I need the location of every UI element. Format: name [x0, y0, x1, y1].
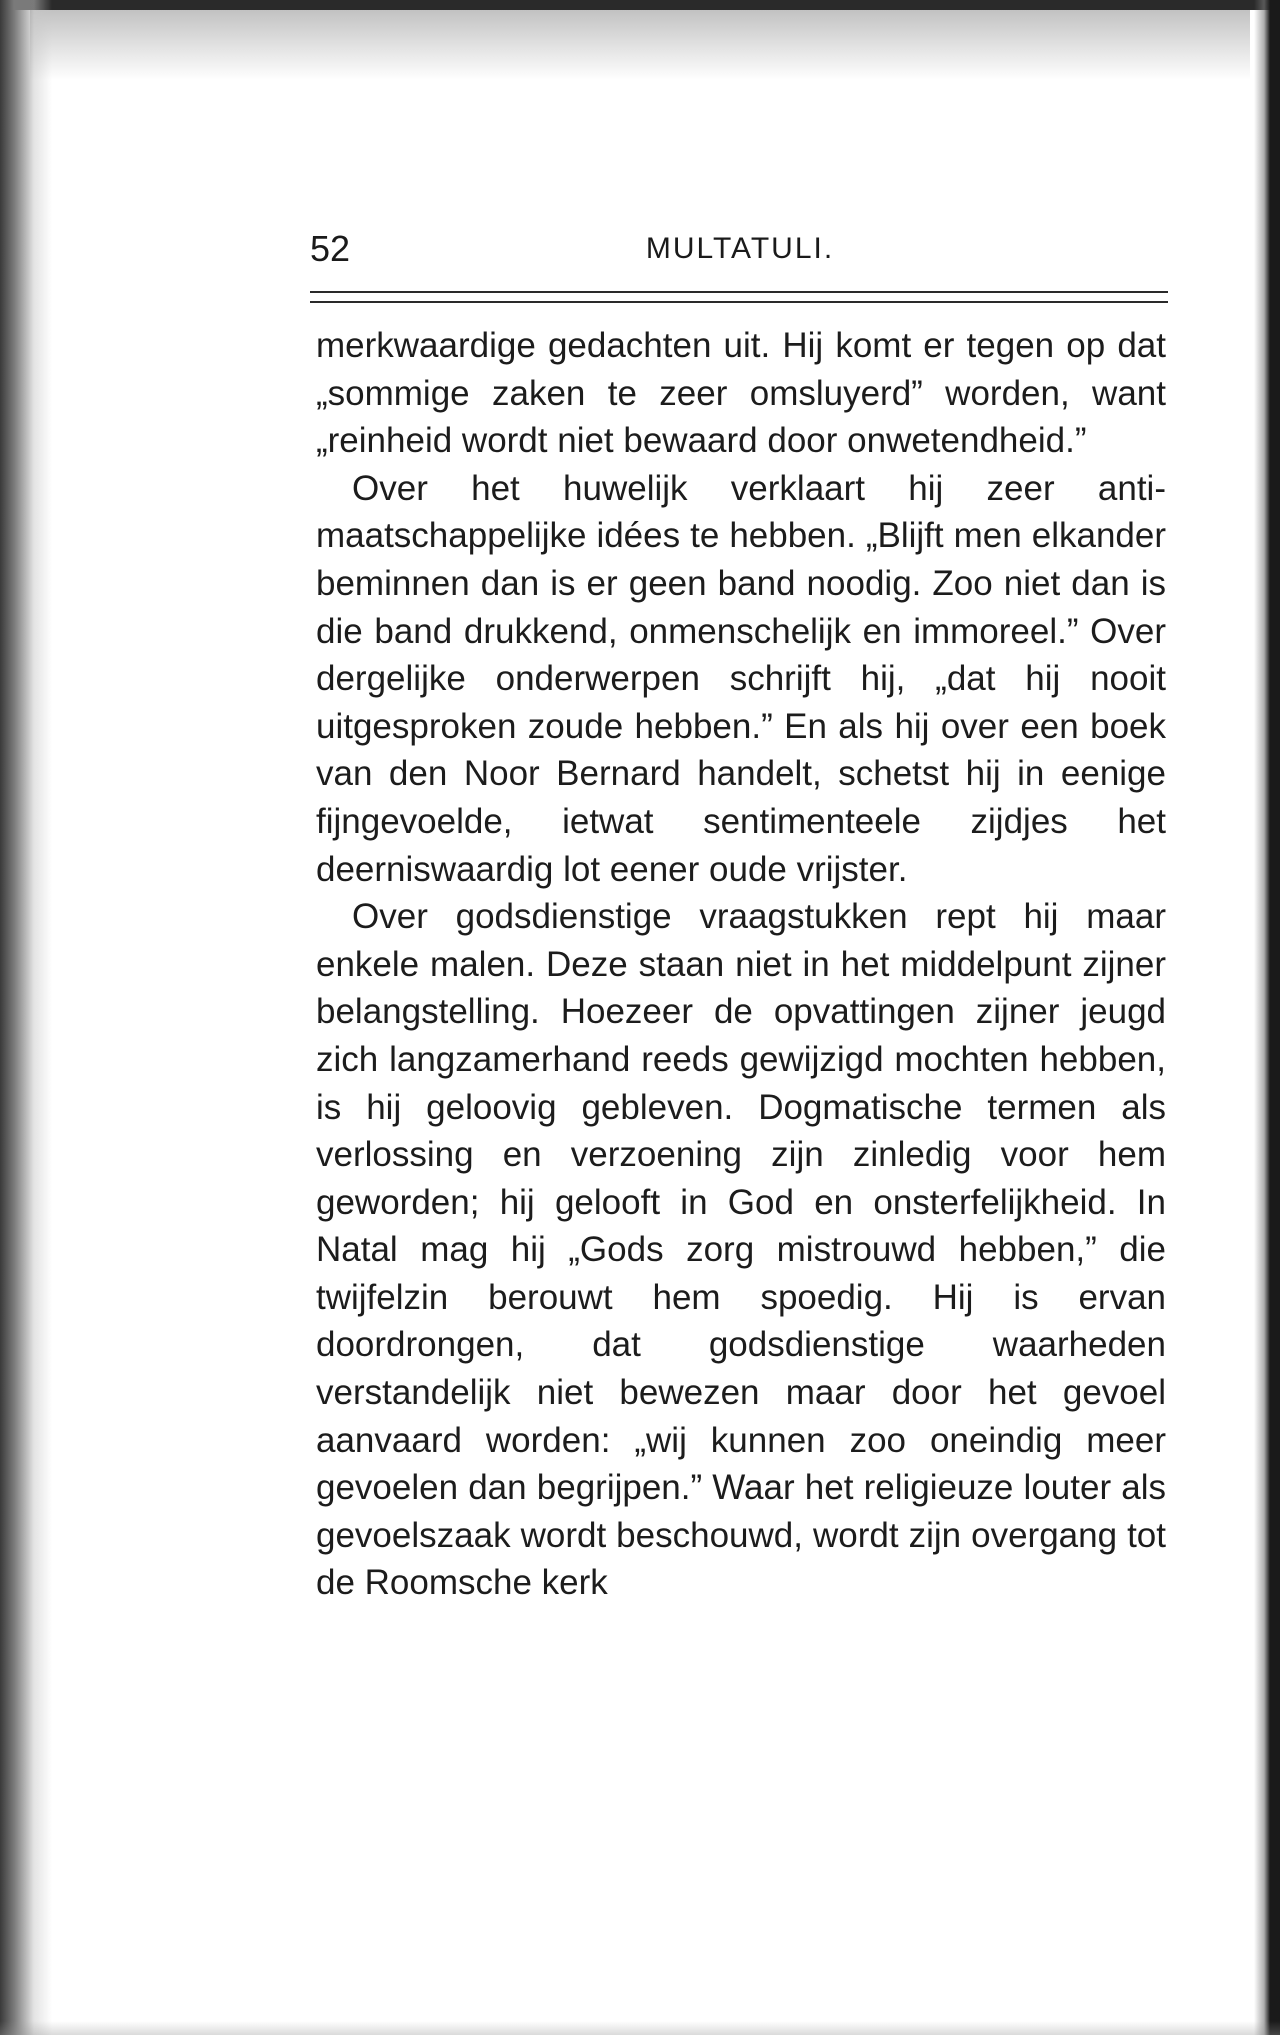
running-title: MULTATULI. [645, 232, 835, 265]
page-header [310, 224, 1170, 274]
scan-shadow-top [30, 10, 1250, 80]
header-rule-bottom [310, 301, 1168, 303]
paragraph-3: Over godsdienstige vraagstukken rept hij maar enkele malen. Deze staan niet in het middelpunt zijner belangstelling. Hoezeer de opvattingen zijner jeugd zich langzamerhand reeds gewijzigd mochten hebben, is hij geloovig gebleven. Dogmatische termen als verlossing en verzoening zijn zinledig voor hem geworden; hij gelooft in God en onsterfelijkheid. In Natal mag hij „Gods zorg mistrouwd hebben,” die twijfelzin berouwt hem spoedig. Hij is ervan doordrongen, dat godsdienstige waarheden verstandelijk niet bewezen maar door het gevoel aanvaard worden: „wij kunnen zoo oneindig meer gevoelen dan begrijpen.” Waar het religieuze louter als gevoelszaak wordt beschouwd, wordt zijn overgang tot de Roomsche kerk [316, 897, 1166, 1603]
scan-edge-left [0, 0, 52, 2035]
paragraph-2: Over het huwelijk verklaart hij zeer anti-maatschappelijke idées te hebben. „Blijft men elkander beminnen dan is er geen band noodig. Zoo niet dan is die band drukkend, onmenschelijk en immoreel.” Over dergelijke onderwerpen schrijft hij, „dat hij nooit uitgesproken zoude hebben.” En als hij over een boek van den Noor Bernard handelt, schetst hij in eenige fijngevoelde, ietwat sentimenteele zijdjes het deerniswaardig lot eener oude vrijster. [316, 468, 1166, 889]
scan-edge-top [0, 0, 1280, 10]
paragraph-1: merkwaardige gedachten uit. Hij komt er tegen op dat „sommige zaken te zeer omsluyerd” worden, want „reinheid wordt niet bewaard door onwetendheid.” [316, 326, 1166, 461]
body-text [316, 322, 1166, 1607]
page-number: 52 [310, 228, 351, 269]
scan-edge-bottom [0, 2021, 1280, 2035]
header-rule-top [310, 291, 1168, 293]
scan-edge-right [1254, 0, 1280, 2035]
